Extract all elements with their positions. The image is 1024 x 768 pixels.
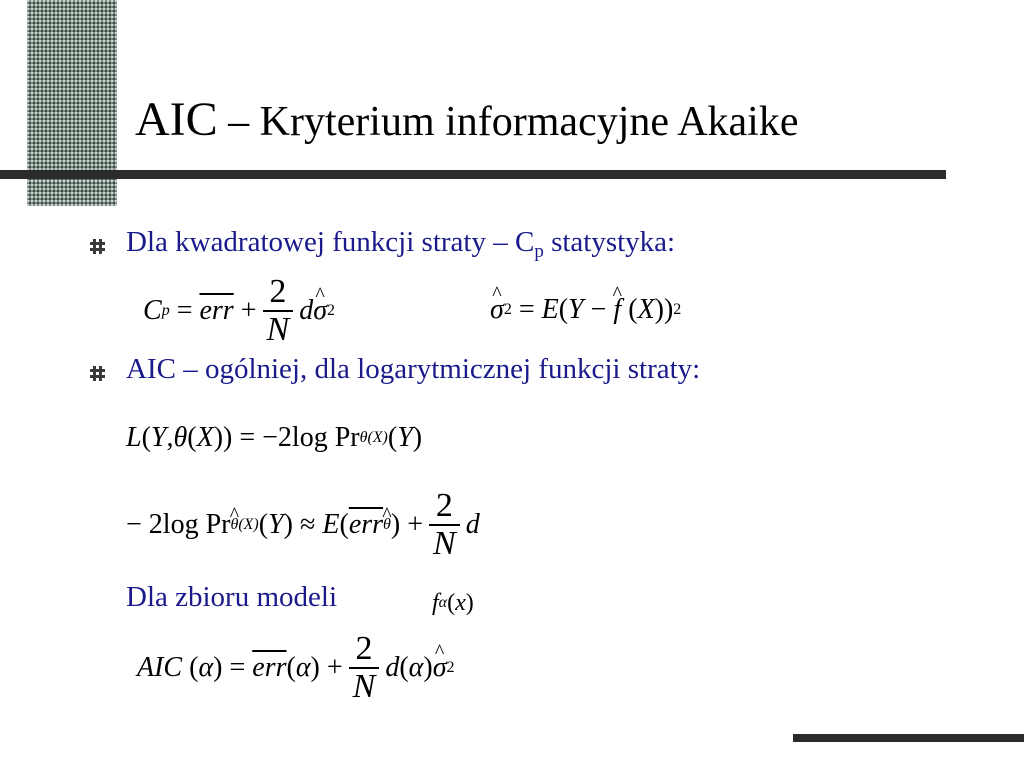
slide-title bbox=[135, 92, 799, 147]
formula-model-family: f α ( x ) bbox=[432, 590, 474, 616]
bullet-cp-subscript: p bbox=[534, 241, 544, 262]
formula-sigma-hat: ^ σ 2 = E ( Y − ^ f ( X )) 2 bbox=[490, 285, 681, 335]
formula-log-loss: L ( Y , θ ( X )) = −2log Pr θ(X) ( Y ) bbox=[126, 422, 423, 453]
bullet-text-cp bbox=[126, 226, 675, 263]
bullet-cp-tail: statystyka: bbox=[543, 226, 676, 258]
bullet-icon bbox=[90, 366, 105, 381]
title-rest: – Kryterium informacyjne Akaike bbox=[217, 99, 799, 145]
bullet-cp-label: Dla kwadratowej funkcji straty – C bbox=[126, 226, 535, 258]
title-main: AIC bbox=[135, 93, 218, 146]
title-divider bbox=[0, 170, 946, 179]
formula-aic: AIC ( α ) = $\overline{err}$ ( α ) + $\frac{2}{N}$ d ( α ) ^ σ 2 bbox=[137, 622, 455, 714]
footer-divider bbox=[793, 734, 1024, 742]
bullet-icon bbox=[90, 239, 105, 254]
formula-cp: C p = $\overline{err}$ + $\frac{2}{N}$ d ^ σ 2 bbox=[143, 266, 335, 356]
bullet-text-aic: AIC – ogólniej, dla logarytmicznej funkcji straty: bbox=[126, 353, 701, 385]
models-text: Dla zbioru modeli bbox=[126, 581, 338, 613]
formula-approx: − 2log Pr ^ θ(X) ( Y ) ≈ E ( $\overline{err}$ ^ θ ) + $\frac{2}{N}$ d bbox=[126, 482, 480, 567]
